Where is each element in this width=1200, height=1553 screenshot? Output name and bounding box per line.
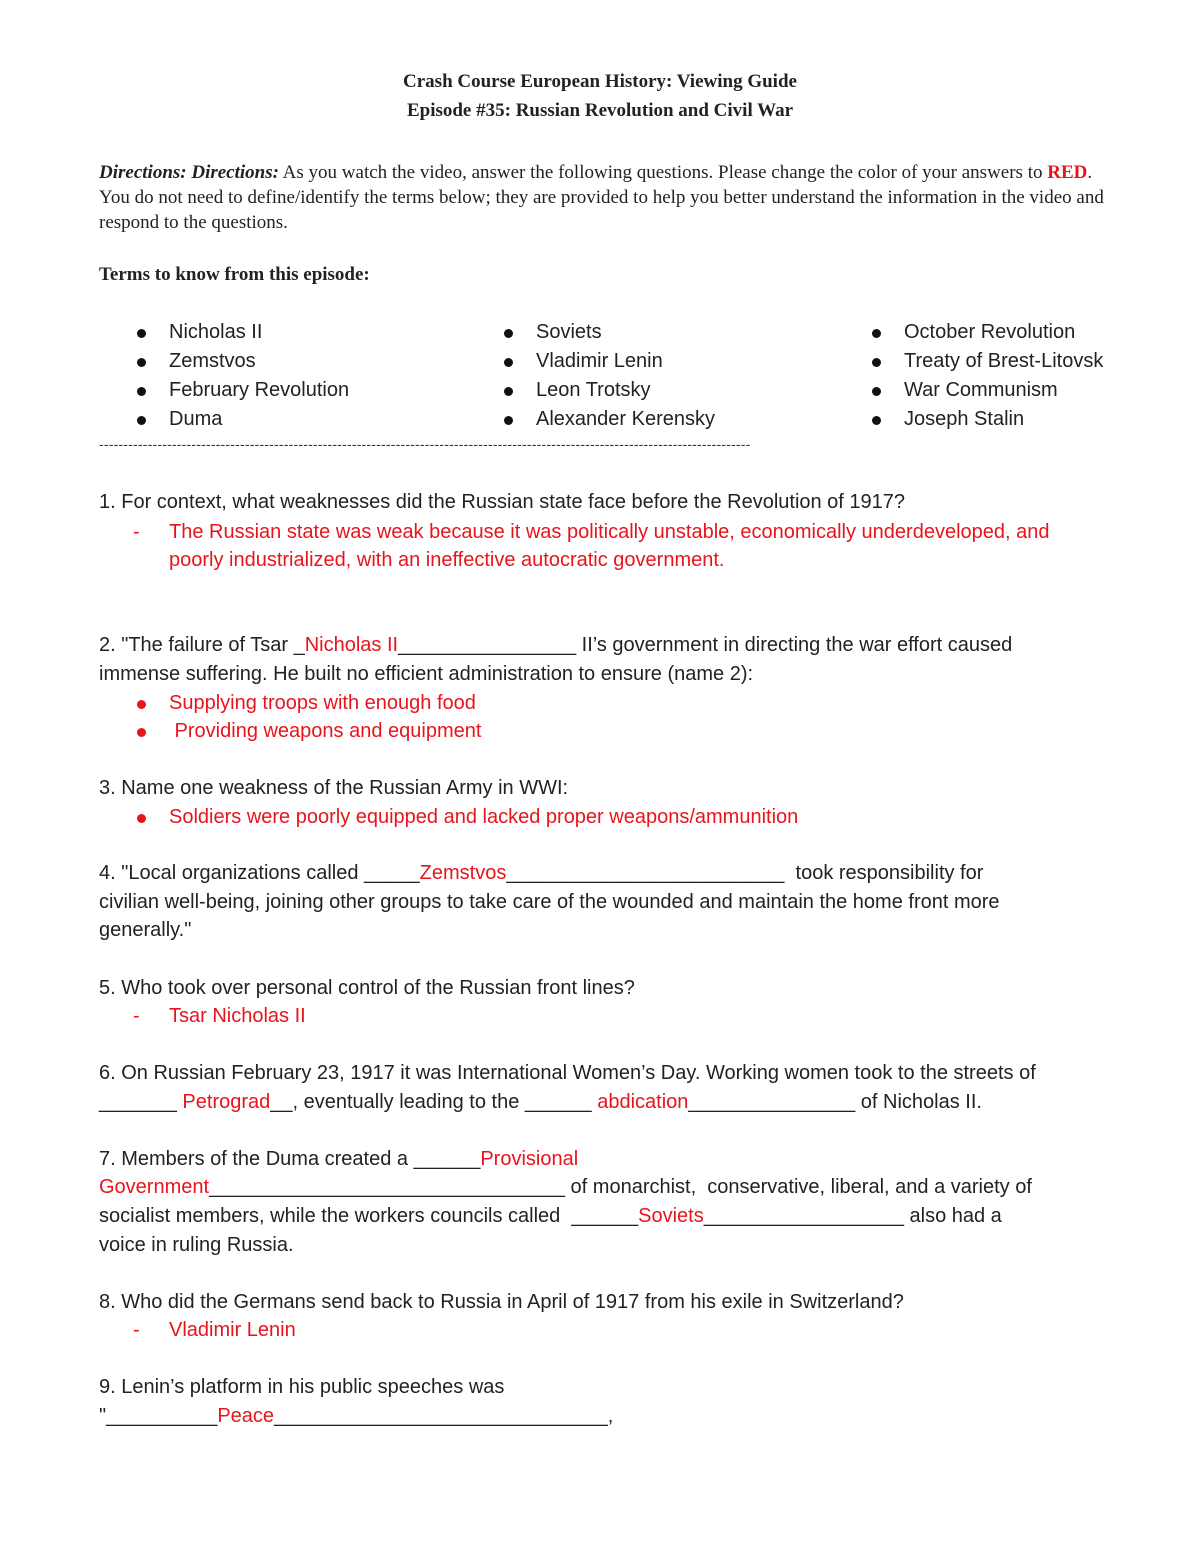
bullet-icon	[504, 329, 513, 338]
bullet-icon	[137, 728, 146, 737]
directions-paragraph	[99, 160, 1119, 235]
term-item: October Revolution	[872, 318, 1172, 347]
q1-answer-line-2: poorly industrialized, with an ineffective autocratic government.	[169, 549, 725, 571]
separator-line: --------------------------------------------------------------------------------------------------------------------------------------	[99, 436, 751, 452]
directions-red-word: RED	[1047, 162, 1088, 183]
bullet-icon	[872, 358, 881, 367]
q9-answer: Peace	[217, 1405, 275, 1427]
bullet-icon	[872, 387, 881, 396]
directions-text-1: As you watch the video, answer the following questions. Please change the color of your answers to	[278, 162, 1048, 183]
term-item: Leon Trotsky	[504, 376, 834, 405]
question-6: 6. On Russian February 23, 1917 it was International Women’s Day. Working women took to the streets of	[99, 1062, 1036, 1084]
question-7-line-4: voice in ruling Russia.	[99, 1234, 294, 1256]
term-item: Nicholas II	[137, 318, 467, 347]
bullet-icon	[137, 329, 146, 338]
question-8: 8. Who did the Germans send back to Russia in April of 1917 from his exile in Switzerland?	[99, 1291, 904, 1313]
bullet-icon	[137, 358, 146, 367]
q2-answer: Nicholas II	[304, 634, 399, 656]
bullet-icon	[137, 814, 146, 823]
q1-answer-line-1: The Russian state was weak because it was politically unstable, economically underdeveloped, and	[169, 521, 1050, 543]
term-item: Duma	[137, 405, 467, 434]
term-item: Vladimir Lenin	[504, 347, 834, 376]
terms-heading: Terms to know from this episode:	[99, 264, 370, 285]
terms-column-3	[872, 318, 1172, 434]
q1-dash: -	[133, 521, 140, 543]
term-item: February Revolution	[137, 376, 467, 405]
term-item: Alexander Kerensky	[504, 405, 834, 434]
question-5: 5. Who took over personal control of the Russian front lines?	[99, 977, 635, 999]
terms-column-1	[137, 318, 467, 434]
q7-answer-2: Soviets	[638, 1205, 704, 1227]
directions-text-2: . You do not need to define/identify the terms below; they are provided to help you better understand the information in the video and respond to the questions.	[99, 162, 1104, 233]
bullet-icon	[504, 387, 513, 396]
episode-title: Episode #35: Russian Revolution and Civil War	[406, 100, 794, 121]
bullet-icon	[504, 358, 513, 367]
term-item: Joseph Stalin	[872, 405, 1172, 434]
q6-answer-2: abdication	[597, 1091, 689, 1113]
bullet-icon	[137, 700, 146, 709]
bullet-icon	[137, 416, 146, 425]
q6-answer-1: Petrograd	[182, 1091, 271, 1113]
bullet-icon	[872, 329, 881, 338]
question-3: 3. Name one weakness of the Russian Army in WWI:	[99, 777, 569, 799]
question-2-line-2: immense suffering. He built no efficient administration to ensure (name 2):	[99, 663, 754, 685]
q5-answer: Tsar Nicholas II	[169, 1005, 306, 1027]
question-2: 2. "The failure of Tsar _Nicholas II________________ II’s government in directing the war effort caused	[99, 634, 1013, 656]
bullet-icon	[872, 416, 881, 425]
question-9-line-2: "__________Peace______________________________,	[99, 1405, 614, 1427]
bullet-icon	[504, 416, 513, 425]
question-7-line-2: Government________________________________ of monarchist, conservative, liberal, and a variety of	[99, 1176, 1032, 1198]
question-4-line-2: civilian well-being, joining other groups to take care of the wounded and maintain the home front more	[99, 891, 1000, 913]
question-4-line-3: generally."	[99, 919, 192, 941]
question-1: 1. For context, what weaknesses did the Russian state face before the Revolution of 1917?	[99, 491, 906, 513]
question-7: 7. Members of the Duma created a ______Provisional	[99, 1148, 579, 1170]
document-title: Crash Course European History: Viewing Guide	[403, 71, 797, 92]
q8-answer: Vladimir Lenin	[169, 1319, 296, 1341]
q7-answer-1b: Government	[99, 1176, 210, 1198]
term-item: Zemstvos	[137, 347, 467, 376]
q8-dash: -	[133, 1319, 140, 1341]
q5-dash: -	[133, 1005, 140, 1027]
term-item: Treaty of Brest-Litovsk	[872, 347, 1172, 376]
q4-answer: Zemstvos	[419, 862, 507, 884]
term-item: Soviets	[504, 318, 834, 347]
question-9: 9. Lenin’s platform in his public speeches was	[99, 1376, 505, 1398]
question-6-line-2: _______ Petrograd__, eventually leading to the ______ abdication_______________ of Nicholas II.	[99, 1091, 982, 1113]
terms-column-2	[504, 318, 834, 434]
q7-answer-1a: Provisional	[480, 1148, 579, 1170]
question-4: 4. "Local organizations called _____Zemstvos_________________________ took responsibility for	[99, 862, 984, 884]
term-item: War Communism	[872, 376, 1172, 405]
question-7-line-3: socialist members, while the workers councils called ______Soviets__________________ also had a	[99, 1205, 1002, 1227]
directions-label: Directions: Directions:	[99, 162, 279, 183]
bullet-icon	[137, 387, 146, 396]
